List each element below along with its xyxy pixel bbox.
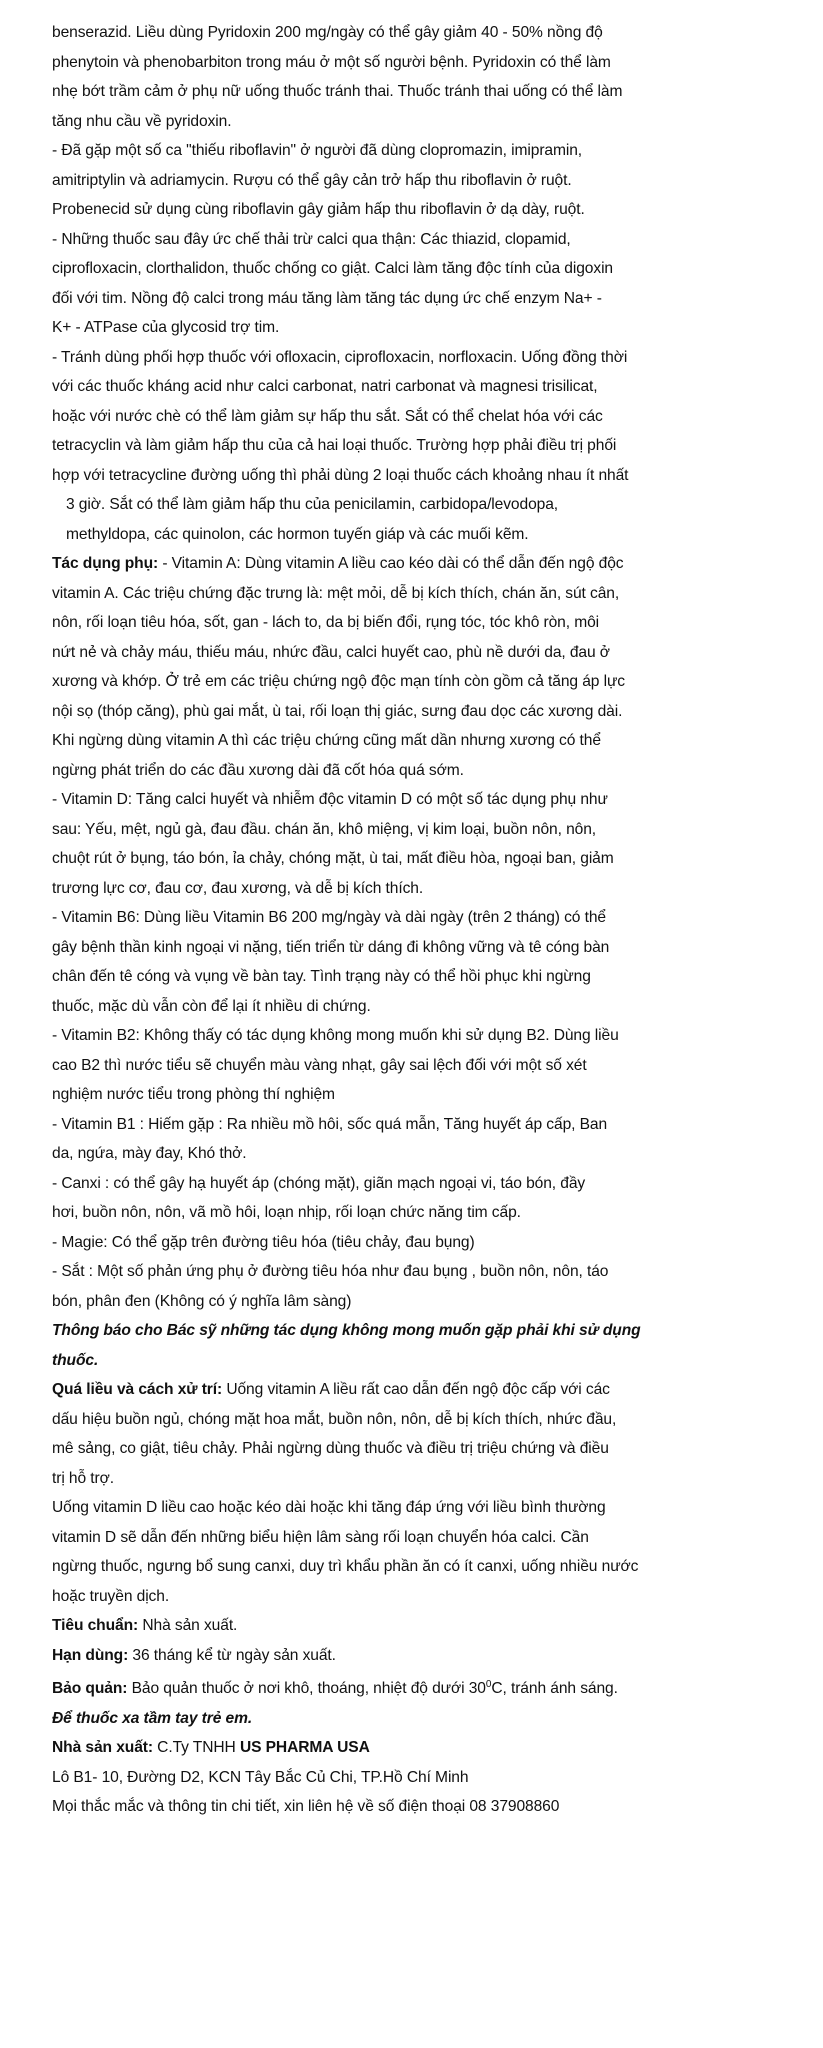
storage-degree: 0 <box>485 1679 492 1690</box>
text-line: ngừng thuốc, ngưng bổ sung canxi, duy trì khẩu phần ăn có ít canxi, uống nhiều nước <box>52 1558 639 1575</box>
manufacturer-line <box>52 1733 772 1763</box>
text-line: đối với tim. Nồng độ calci trong máu tăng làm tăng tác dụng ức chế enzym Na+ - <box>52 289 602 307</box>
notice-line: thuốc. <box>52 1351 99 1369</box>
storage-value-end: C, tránh ánh sáng. <box>491 1680 618 1697</box>
text-line: hơi, buồn nôn, nôn, vã mồ hôi, loạn nhịp, rối loạn chức năng tim cấp. <box>52 1204 521 1221</box>
text-line: nôn, rối loạn tiêu hóa, sốt, gan - lách to, da bị biến đổi, rụng tóc, tóc khô ròn, môi <box>52 614 600 631</box>
text-line: - Sắt : Một số phản ứng phụ ở đường tiêu hóa như đau bụng , buồn nôn, nôn, táo <box>52 1263 609 1280</box>
text-line: - Tránh dùng phối hợp thuốc với ofloxacin, ciprofloxacin, norfloxacin. Uống đồng thời <box>52 348 628 366</box>
side-effects-line <box>52 549 772 579</box>
text-line: dấu hiệu buồn ngủ, chóng mặt hoa mắt, buồn nôn, nôn, dễ bị kích thích, nhức đầu, <box>52 1410 617 1428</box>
text-line: vitamin D sẽ dẫn đến những biểu hiện lâm sàng rối loạn chuyển hóa calci. Cần <box>52 1528 589 1546</box>
manufacturer-label: Nhà sản xuất: <box>52 1739 153 1756</box>
manufacturer-contact: Mọi thắc mắc và thông tin chi tiết, xin liên hệ về số điện thoại 08 37908860 <box>52 1798 560 1815</box>
text-line: thuốc, mặc dù vẫn còn để lại ít nhiều di chứng. <box>52 997 371 1015</box>
text-line: với các thuốc kháng acid như calci carbonat, natri carbonat và magnesi trisilicat, <box>52 378 598 395</box>
text-line: ciprofloxacin, clorthalidon, thuốc chống co giật. Calci làm tăng độc tính của digoxin <box>52 260 614 277</box>
side-effects-heading: Tác dụng phụ: <box>52 555 159 572</box>
text-line: methyldopa, các quinolon, các hormon tuyến giáp và các muối kẽm. <box>66 525 529 543</box>
text-line: - Những thuốc sau đây ức chế thải trừ calci qua thận: Các thiazid, clopamid, <box>52 230 571 248</box>
leaflet-text <box>52 18 772 1822</box>
text-line: hoặc với nước chè có thể làm giảm sự hấp thu sắt. Sắt có thể chelat hóa với các <box>52 407 603 425</box>
standard-value: Nhà sản xuất. <box>138 1617 238 1634</box>
text-line: - Vitamin B1 : Hiếm gặp : Ra nhiều mồ hôi, sốc quá mẫn, Tăng huyết áp cấp, Ban <box>52 1115 608 1133</box>
text-line: - Vitamin D: Tăng calci huyết và nhiễm độc vitamin D có một số tác dụng phụ như <box>52 791 608 808</box>
text-line: - Vitamin B2: Không thấy có tác dụng không mong muốn khi sử dụng B2. Dùng liều <box>52 1027 619 1044</box>
standard-label: Tiêu chuẩn: <box>52 1617 139 1634</box>
text-line: vitamin A. Các triệu chứng đặc trưng là: mệt mỏi, dễ bị kích thích, chán ăn, sút cân, <box>52 584 620 602</box>
text-line: - Đã gặp một số ca "thiếu riboflavin" ở người đã dùng clopromazin, imipramin, <box>52 142 583 159</box>
text-line: phenytoin và phenobarbiton trong máu ở một số người bệnh. Pyridoxin có thể làm <box>52 53 611 71</box>
text-line: cao B2 thì nước tiểu sẽ chuyển màu vàng nhạt, gây sai lệch đối với một số xét <box>52 1056 587 1074</box>
expiry-value: 36 tháng kể từ ngày sản xuất. <box>128 1646 336 1664</box>
text-line: Probenecid sử dụng cùng riboflavin gây giảm hấp thu riboflavin ở dạ dày, ruột. <box>52 201 585 218</box>
text-line: tăng nhu cầu về pyridoxin. <box>52 112 232 130</box>
manufacturer-company: US PHARMA USA <box>239 1739 370 1756</box>
notice-line: Thông báo cho Bác sỹ những tác dụng không mong muốn gặp phải khi sử dụng <box>52 1322 641 1339</box>
text-segment: Uống vitamin A liều rất cao dẫn đến ngộ độc cấp với các <box>222 1381 610 1398</box>
text-line: mê sảng, co giật, tiêu chảy. Phải ngừng dùng thuốc và điều trị triệu chứng và điều <box>52 1440 609 1457</box>
text-line: nứt nẻ và chảy máu, thiếu máu, nhức đầu, calci huyết cao, phù nề dưới da, đau ở <box>52 643 610 661</box>
text-line: trị hỗ trợ. <box>52 1469 114 1487</box>
text-line: hợp với tetracycline đường uống thì phải dùng 2 loại thuốc cách khoảng nhau ít nhất <box>52 466 629 484</box>
text-line: - Magie: Có thể gặp trên đường tiêu hóa (tiêu chảy, đau bụng) <box>52 1233 475 1251</box>
text-line: chuột rút ở bụng, táo bón, ỉa chảy, chóng mặt, ù tai, mất điều hòa, ngoại ban, giảm <box>52 850 614 867</box>
text-line: da, ngứa, mày đay, Khó thở. <box>52 1145 247 1162</box>
storage-line <box>52 1670 772 1704</box>
text-line: chân đến tê cóng và vụng về bàn tay. Tình trạng này có thể hồi phục khi ngừng <box>52 968 591 985</box>
text-segment: - Vitamin A: Dùng vitamin A liều cao kéo dài có thể dẫn đến ngộ độc <box>158 555 624 572</box>
manufacturer-prefix: C.Ty TNHH <box>152 1739 240 1756</box>
text-line: sau: Yếu, mệt, ngủ gà, đau đầu. chán ăn, khô miệng, vị kim loại, buồn nôn, nôn, <box>52 820 597 838</box>
text-line: bón, phân đen (Không có ý nghĩa lâm sàng) <box>52 1292 352 1310</box>
text-line: K+ - ATPase của glycosid trợ tim. <box>52 319 280 336</box>
text-line: - Vitamin B6: Dùng liều Vitamin B6 200 mg/ngày và dài ngày (trên 2 tháng) có thể <box>52 909 606 926</box>
standard-line <box>52 1611 772 1641</box>
text-line: hoặc truyền dịch. <box>52 1587 170 1605</box>
storage-label: Bảo quản: <box>52 1680 128 1697</box>
text-line: tetracyclin và làm giảm hấp thu của cả hai loại thuốc. Trường hợp phải điều trị phối <box>52 437 617 454</box>
text-line: ngừng phát triển do các đầu xương dài đã cốt hóa quá sớm. <box>52 761 464 779</box>
overdose-line <box>52 1375 772 1405</box>
text-line: xương và khớp. Ở trẻ em các triệu chứng ngộ độc mạn tính còn gồm cả tăng áp lực <box>52 673 625 690</box>
expiry-line <box>52 1641 772 1671</box>
expiry-label: Hạn dùng: <box>52 1646 129 1664</box>
text-line: 3 giờ. Sắt có thể làm giảm hấp thu của penicilamin, carbidopa/levodopa, <box>66 496 559 513</box>
storage-value: Bảo quản thuốc ở nơi khô, thoáng, nhiệt độ dưới 30 <box>127 1680 486 1697</box>
manufacturer-address: Lô B1- 10, Đường D2, KCN Tây Bắc Củ Chi, TP.Hồ Chí Minh <box>52 1768 469 1786</box>
text-line: nhẹ bớt trầm cảm ở phụ nữ uống thuốc tránh thai. Thuốc tránh thai uống có thể làm <box>52 83 623 100</box>
text-line: trương lực cơ, đau cơ, đau xương, và dễ bị kích thích. <box>52 879 424 897</box>
text-line: nội sọ (thóp căng), phù gai mắt, ù tai, rối loạn thị giác, sưng đau dọc các xương dài. <box>52 702 623 720</box>
text-line: gây bệnh thần kinh ngoại vi nặng, tiến triển từ dáng đi không vững và tê cóng bàn <box>52 938 610 956</box>
text-line: benserazid. Liều dùng Pyridoxin 200 mg/ngày có thể gây giảm 40 - 50% nồng độ <box>52 24 603 41</box>
text-line: - Canxi : có thể gây hạ huyết áp (chóng mặt), giãn mạch ngoại vi, táo bón, đầy <box>52 1174 586 1192</box>
text-line: nghiệm nước tiểu trong phòng thí nghiệm <box>52 1086 335 1103</box>
keep-away-warning: Để thuốc xa tầm tay trẻ em. <box>52 1709 253 1727</box>
text-line: amitriptylin và adriamycin. Rượu có thể gây cản trở hấp thu riboflavin ở ruột. <box>52 171 572 189</box>
overdose-heading: Quá liều và cách xử trí: <box>52 1381 223 1398</box>
text-line: Khi ngừng dùng vitamin A thì các triệu chứng cũng mất dần nhưng xương có thể <box>52 732 601 749</box>
text-line: Uống vitamin D liều cao hoặc kéo dài hoặc khi tăng đáp ứng với liều bình thường <box>52 1499 606 1516</box>
